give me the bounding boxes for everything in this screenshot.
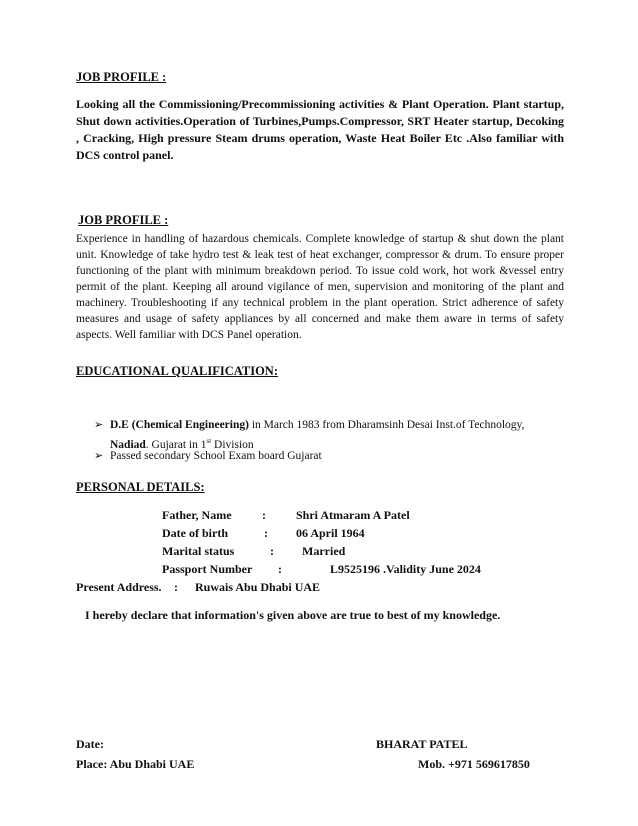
personal-sep: : (262, 508, 266, 522)
personal-row-dob (162, 526, 228, 541)
personal-label: Father, Name (162, 508, 232, 522)
address-value: Ruwais Abu Dhabi UAE (195, 580, 321, 594)
personal-label: Passport Number (162, 562, 253, 576)
personal-label: Marital status (162, 544, 235, 558)
job-profile-heading-1: JOB PROFILE : (76, 70, 167, 84)
education-item-2-text: Passed secondary School Exam board Gujarat (110, 450, 322, 462)
personal-row-marital (162, 544, 234, 559)
degree-sup: st (206, 437, 212, 445)
personal-value-father: Shri Atmaram A Patel (296, 508, 410, 522)
personal-row-passport (162, 562, 252, 577)
personal-heading: PERSONAL DETAILS: (76, 480, 205, 494)
personal-value-passport: L9525196 .Validity June 2024 (330, 562, 481, 576)
job-profile-text-1: Looking all the Commissioning/Precommissioning activities & Plant Operation. Plant startup, Shut down activities.Operation of Turbines,Pumps.Compressor, SRT Heater startup, Decoking , Cracking, High pressure Steam drums operation, Waste Heat Boiler Etc .Also familiar with DCS control panel. (76, 97, 564, 162)
personal-sep: : (278, 562, 282, 576)
personal-row-father (162, 508, 232, 523)
date-label: Date: (76, 737, 104, 751)
address-sep: : (174, 580, 178, 594)
declaration-text: I hereby declare that information's given above are true to best of my knowledge. (85, 608, 501, 622)
degree-place: Nadiad (110, 438, 146, 451)
mobile-number: Mob. +971 569617850 (418, 757, 530, 771)
bullet-arrow-icon: ➢ (94, 450, 104, 462)
personal-value-marital: Married (302, 544, 346, 558)
degree-division: Division (211, 438, 254, 451)
job-profile-text-2: Experience in handling of hazardous chemicals. Complete knowledge of startup & shut down the plant unit. Knowledge of take hydro test & leak test of heat exchanger, compressor & drum. To ensure proper functioning of the plant with minimum breakdown period. To issue cold work, hot work &vessel entry permit of the plant. Keeping all around vigilance of men, supervision and monitoring of the plant and machinery. Troubleshooting if any technical problem in the plant operation. Strict adherence of safety measures and usage of safety appliances by all concerned and make them aware in terms of safety aspects. Well familiar with DCS Panel operation. (76, 233, 564, 341)
place-label: Place: Abu Dhabi UAE (76, 757, 195, 771)
personal-label: Date of birth (162, 526, 228, 540)
degree-detail: in March 1983 from Dharamsinh Desai Inst.of Technology, (248, 419, 525, 431)
degree-tail: . Gujarat in 1 (145, 438, 207, 451)
signature-name: BHARAT PATEL (376, 737, 468, 751)
job-profile-heading-2: JOB PROFILE : (78, 213, 169, 227)
personal-sep: : (270, 544, 274, 558)
personal-sep: : (264, 526, 268, 540)
personal-value-dob: 06 April 1964 (296, 526, 365, 540)
address-label: Present Address. (76, 580, 162, 594)
education-heading: EDUCATIONAL QUALIFICATION: (76, 364, 278, 378)
bullet-arrow-icon: ➢ (94, 419, 104, 431)
degree-name: D.E (Chemical Engineering) (110, 419, 249, 431)
education-item-2 (94, 448, 564, 464)
